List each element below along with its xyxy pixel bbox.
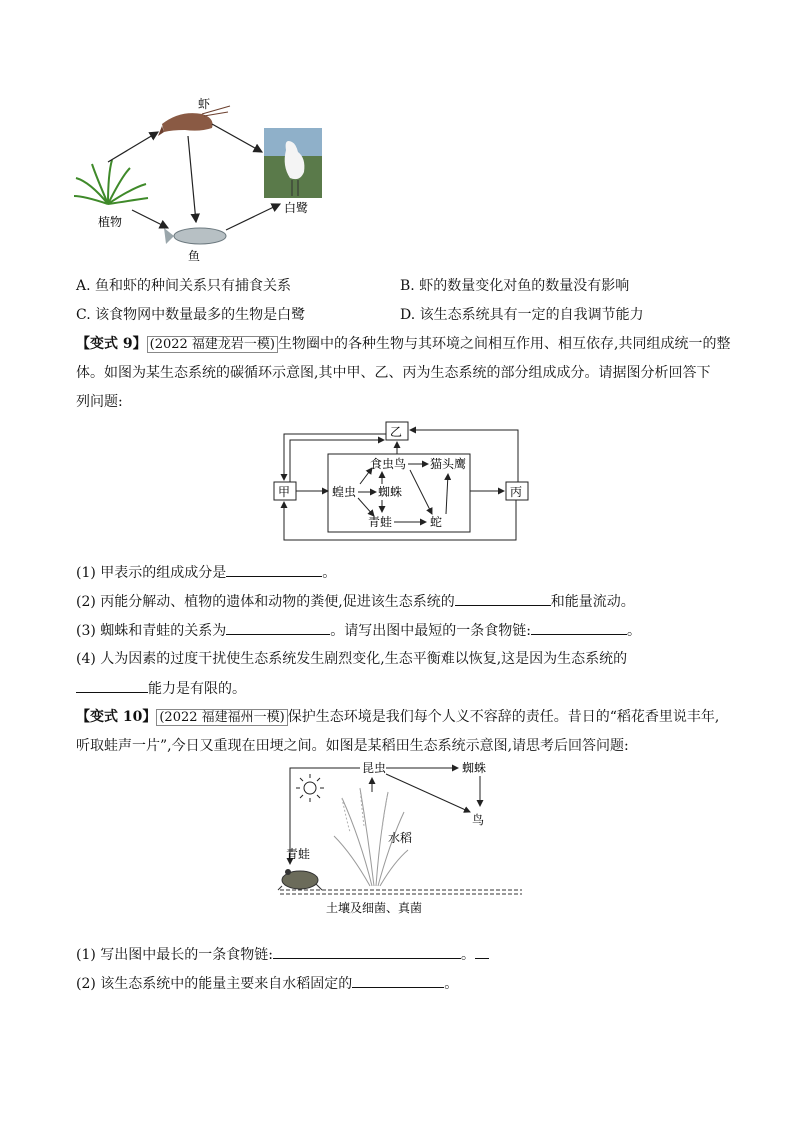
variant10-tag: 【变式 10】	[76, 709, 157, 725]
spider-label: 蜘蛛	[378, 485, 403, 499]
frog-label: 青蛙	[368, 515, 393, 529]
arrow-shrimp-egret	[212, 124, 262, 152]
variant10-line1	[76, 707, 719, 728]
variant10-q1	[76, 944, 489, 965]
v10-q2-text: (2) 该生态系统中的能量主要来自水稻固定的	[76, 976, 353, 992]
soil-lines	[280, 890, 522, 894]
frog-label-2: 青蛙	[286, 847, 311, 861]
arrow-plant-shrimp	[108, 132, 158, 162]
sun-icon	[296, 774, 324, 802]
variant9-q3	[76, 620, 641, 641]
v10-q1-end: 。	[461, 947, 475, 963]
soil-label: 土壤及细菌、真菌	[326, 901, 423, 915]
variant10-stem-1: 保护生态环境是我们每个人义不容辞的责任。昔日的“稻花香里说丰年,	[287, 709, 720, 725]
variant9-stem-3: 列问题:	[76, 394, 123, 410]
arrow-fish-egret	[226, 204, 280, 230]
v10-q1-text: (1) 写出图中最长的一条食物链:	[76, 947, 273, 963]
v10-q2-end: 。	[444, 976, 459, 992]
locust-label: 蝗虫	[332, 485, 357, 499]
spider-label-2: 蜘蛛	[462, 761, 487, 775]
variant9-line1	[76, 334, 730, 355]
option-d[interactable]: D. 该生态系统具有一定的自我调节能力	[400, 307, 644, 323]
q3-blank-1[interactable]	[226, 620, 330, 635]
rice-field-diagram	[276, 758, 526, 918]
bird-label-2: 鸟	[472, 813, 485, 827]
variant9-q4-line1: (4) 人为因素的过度干扰使生态系统发生剧烈变化,生态平衡难以恢复,这是因为生态系统的	[76, 651, 628, 667]
variant9-stem-2: 体。如图为某生态系统的碳循环示意图,其中甲、乙、丙为生态系统的部分组成成分。请据图分析回答下	[76, 365, 711, 381]
variant10-q2	[76, 973, 458, 994]
bird-label: 食虫鸟	[370, 457, 407, 471]
variant9-source: (2022 福建龙岩一模)	[147, 336, 278, 353]
q3-mid: 。请写出图中最短的一条食物链:	[330, 623, 531, 639]
egret-image	[264, 128, 322, 198]
shrimp-image	[158, 106, 230, 136]
variant9-stem-1: 生物圈中的各种生物与其环境之间相互作用、相互依存,共同组成统一的整	[278, 336, 731, 352]
jia-label: 甲	[278, 485, 291, 499]
variant10-source: (2022 福建福州一模)	[156, 709, 287, 726]
q2-blank[interactable]	[455, 591, 551, 606]
q3-blank-2[interactable]	[531, 620, 627, 635]
rice-label: 水稻	[388, 831, 413, 845]
food-web-figure	[70, 92, 340, 264]
carbon-cycle-diagram	[270, 418, 534, 546]
q3-end: 。	[627, 623, 641, 639]
option-a[interactable]: A. 鱼和虾的种间关系只有捕食关系	[76, 278, 292, 294]
bing-label: 丙	[510, 485, 523, 499]
v10-q1-tail	[475, 944, 489, 959]
q2-text: (2) 丙能分解动、植物的遗体和动物的粪便,促进该生态系统的	[76, 594, 455, 610]
v10-q1-blank[interactable]	[273, 944, 461, 959]
snake-label: 蛇	[430, 515, 443, 529]
q4-end: 能力是有限的。	[148, 681, 246, 697]
variant10-stem-2: 听取蛙声一片”,今日又重现在田埂之间。如图是某稻田生态系统示意图,请思考后回答问题:	[76, 738, 629, 754]
q1-text: (1) 甲表示的组成成分是	[76, 565, 227, 581]
q1-end: 。	[322, 565, 337, 581]
insect-label: 昆虫	[362, 761, 387, 775]
shrimp-label: 虾	[198, 97, 211, 111]
v10-q2-blank[interactable]	[352, 973, 444, 988]
q2-end: 和能量流动。	[550, 594, 635, 610]
yi-label: 乙	[390, 425, 403, 439]
variant9-tag: 【变式 9】	[76, 336, 147, 352]
owl-label: 猫头鹰	[430, 457, 467, 471]
option-c[interactable]: C. 该食物网中数量最多的生物是白鹭	[76, 307, 306, 323]
plant-image	[74, 160, 148, 204]
variant9-q2	[76, 591, 635, 612]
q1-blank[interactable]	[226, 562, 322, 577]
q3-text: (3) 蜘蛛和青蛙的关系为	[76, 623, 227, 639]
arrow-shrimp-fish	[188, 136, 196, 222]
q4-blank[interactable]	[76, 678, 148, 693]
frog-image	[278, 869, 322, 890]
fish-image	[164, 228, 226, 244]
variant9-q1	[76, 562, 336, 583]
variant9-q4-line2	[76, 678, 246, 699]
egret-label: 白鹭	[284, 201, 309, 215]
plant-label: 植物	[98, 215, 123, 229]
option-b[interactable]: B. 虾的数量变化对鱼的数量没有影响	[400, 278, 630, 294]
fish-label: 鱼	[188, 249, 201, 263]
arrow-plant-fish	[132, 210, 168, 228]
